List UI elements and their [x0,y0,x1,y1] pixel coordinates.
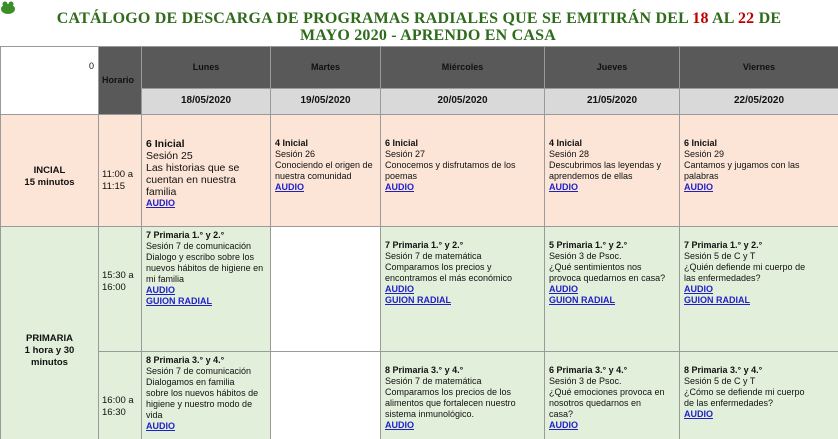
guion-radial-link[interactable]: GUION RADIAL [146,296,212,306]
day-name: Lunes [192,62,220,72]
inicial-program-2 [380,114,545,227]
primaria-slot1-program-0 [141,226,271,352]
program-title: 7 Primaria 1.° y 2.° [146,230,225,240]
primaria-slot2-program-0 [141,351,271,439]
date-header-4 [679,88,838,115]
day-name: Martes [310,62,340,72]
level-duration: 1 hora y 30 [24,345,75,356]
program-line: de las enfermedades? [684,398,774,408]
program-line: palabras [684,171,719,181]
date-header-1 [270,88,381,115]
audio-link[interactable]: AUDIO [275,182,304,192]
date-header-3 [544,88,680,115]
day-header-4 [679,46,838,89]
program-info [680,135,838,196]
level-primaria [0,226,99,439]
program-line: Sesión 26 [275,149,316,159]
program-info [381,237,544,309]
program-line: aprendemos de ellas [549,171,633,181]
program-line: Sesión 5 de C y T [684,376,756,386]
program-info [680,237,838,309]
program-line: Sesión 28 [549,149,590,159]
audio-link[interactable]: AUDIO [385,420,414,430]
program-title: 7 Primaria 1.° y 2.° [684,240,763,250]
day-date: 22/05/2020 [733,95,785,106]
day-header-0 [141,46,271,89]
program-title: 4 Inicial [549,138,583,148]
program-title: 6 Inicial [684,138,718,148]
primaria-slot1-program-1 [270,226,381,352]
time-start: 11:00 a [102,169,133,180]
program-line: Sesión 29 [684,149,725,159]
time-start: 15:30 a [102,270,134,281]
audio-link[interactable]: AUDIO [684,284,713,294]
program-title: 6 Primaria 3.° y 4.° [549,365,628,375]
time-primaria-1 [98,226,142,352]
program-line: alimentos que fortalecen nuestro [385,398,516,408]
audio-link[interactable]: AUDIO [684,409,713,419]
primaria-slot2-program-2 [380,351,545,439]
program-line: Sesión 5 de C y T [684,251,756,261]
audio-link[interactable]: AUDIO [549,284,578,294]
program-line: nosotros quedarnos en [549,398,642,408]
program-line: ¿Cómo se defiende mi cuerpo [684,387,805,397]
program-line: Descubrimos las leyendas y [549,160,662,170]
program-info [381,135,544,196]
primaria-slot2-program-1 [270,351,381,439]
day-name: Viernes [742,62,776,72]
program-line: ¿Qué emociones provoca en [549,387,665,397]
program-line: Dialogo y escribo sobre los [146,252,255,262]
program-line: Comparamos los precios y [385,262,492,272]
program-line: las enfermedades? [684,273,761,283]
primaria-slot1-program-2 [380,226,545,352]
program-line: sistema inmunológico. [385,409,475,419]
program-line: Sesión 7 de matemática [385,251,482,261]
program-line: Sesión 3 de Psoc. [549,376,622,386]
program-title: 8 Primaria 3.° y 4.° [684,365,763,375]
corner-cell [0,46,99,115]
day-date: 18/05/2020 [180,95,232,106]
program-line: Conocemos y disfrutamos de los [385,160,516,170]
program-line: cuentan en nuestra [146,174,236,186]
program-info [545,237,679,309]
audio-link[interactable]: AUDIO [684,182,713,192]
program-info [545,135,679,196]
time-end: 16:30 [102,407,126,418]
program-line: Las historias que se [146,162,240,174]
program-line: Conociendo el origen de [275,160,373,170]
guion-radial-link[interactable]: GUION RADIAL [684,295,750,305]
program-info [381,362,544,434]
program-line: Sesión 7 de comunicación [146,366,252,376]
program-line: Sesión 3 de Psoc. [549,251,622,261]
horario-label: Horario [102,75,135,85]
program-title: 6 Inicial [146,138,185,150]
primaria-slot2-program-4 [679,351,838,439]
time-primaria-2 [98,351,142,439]
inicial-program-4 [679,114,838,227]
date-header-0 [141,88,271,115]
program-line: sobre los nuevos hábitos de [146,388,259,398]
audio-link[interactable]: AUDIO [385,182,414,192]
level-label: INCIAL [33,165,66,176]
program-line: nuevos hábitos de higiene en [146,263,264,273]
audio-link[interactable]: AUDIO [146,421,175,431]
audio-link[interactable]: AUDIO [146,198,175,208]
program-info [142,135,270,212]
audio-link[interactable]: AUDIO [549,182,578,192]
date-header-2 [380,88,545,115]
primaria-slot1-program-4 [679,226,838,352]
inicial-program-0 [141,114,271,227]
program-line: Sesión 7 de comunicación [146,241,252,251]
level-inicial [0,114,99,227]
time-end: 11:15 [102,181,126,192]
program-line: familia [146,186,177,198]
program-title: 8 Primaria 3.° y 4.° [146,355,225,365]
inicial-program-3 [544,114,680,227]
program-line: Comparamos los precios de los [385,387,512,397]
primaria-slot2-program-3 [544,351,680,439]
day-name: Miércoles [441,62,484,72]
program-line: Sesión 25 [146,150,193,162]
program-line: poemas [385,171,418,181]
program-info [680,362,838,423]
audio-link[interactable]: AUDIO [385,284,414,294]
level-label: PRIMARIA [26,333,73,344]
program-info [271,135,380,196]
day-header-2 [380,46,545,89]
page-title: CATÁLOGO DE DESCARGA DE PROGRAMAS RADIALES QUE SE EMITIRÁN DEL 18 AL 22 DE MAYO 2020 - APRENDO EN CASA [56,10,782,44]
time-inicial [98,114,142,227]
program-line: Dialogamos en familia [146,377,235,387]
program-line: ¿Quién defiende mi cuerpo de [684,262,806,272]
program-info [545,362,679,434]
program-line: provoca quedarnos en casa? [549,273,666,283]
time-end: 16:00 [102,282,126,293]
day-name: Jueves [596,62,628,72]
day-header-1 [270,46,381,89]
guion-radial-link[interactable]: GUION RADIAL [385,295,451,305]
horario-header [98,46,142,115]
inicial-program-1 [270,114,381,227]
program-title: 5 Primaria 1.° y 2.° [549,240,628,250]
program-line: ¿Qué sentimientos nos [549,262,642,272]
day-header-3 [544,46,680,89]
time-start: 16:00 a [102,395,134,406]
primaria-slot1-program-3 [544,226,680,352]
program-info [142,227,270,310]
audio-link[interactable]: AUDIO [146,285,175,295]
program-title: 6 Inicial [385,138,419,148]
level-duration: minutos [31,357,68,368]
audio-link[interactable]: AUDIO [549,420,578,430]
corner-zero: 0 [88,61,94,71]
program-info [142,352,270,435]
program-line: vida [146,410,163,420]
program-line: higiene y nuestro modo de [146,399,253,409]
program-title: 7 Primaria 1.° y 2.° [385,240,464,250]
program-line: nuestra comunidad [275,171,352,181]
guion-radial-link[interactable]: GUION RADIAL [549,295,615,305]
program-title: 4 Inicial [275,138,309,148]
level-duration: 15 minutos [24,177,75,188]
day-date: 19/05/2020 [300,95,351,106]
program-line: casa? [549,409,574,419]
program-line: mi familia [146,274,185,284]
program-line: Sesión 27 [385,149,426,159]
program-title: 8 Primaria 3.° y 4.° [385,365,464,375]
day-date: 20/05/2020 [437,95,488,106]
program-line: encontramos el más económico [385,273,513,283]
program-line: Sesión 7 de matemática [385,376,482,386]
day-date: 21/05/2020 [586,95,638,106]
program-line: Cantamos y jugamos con las [684,160,800,170]
